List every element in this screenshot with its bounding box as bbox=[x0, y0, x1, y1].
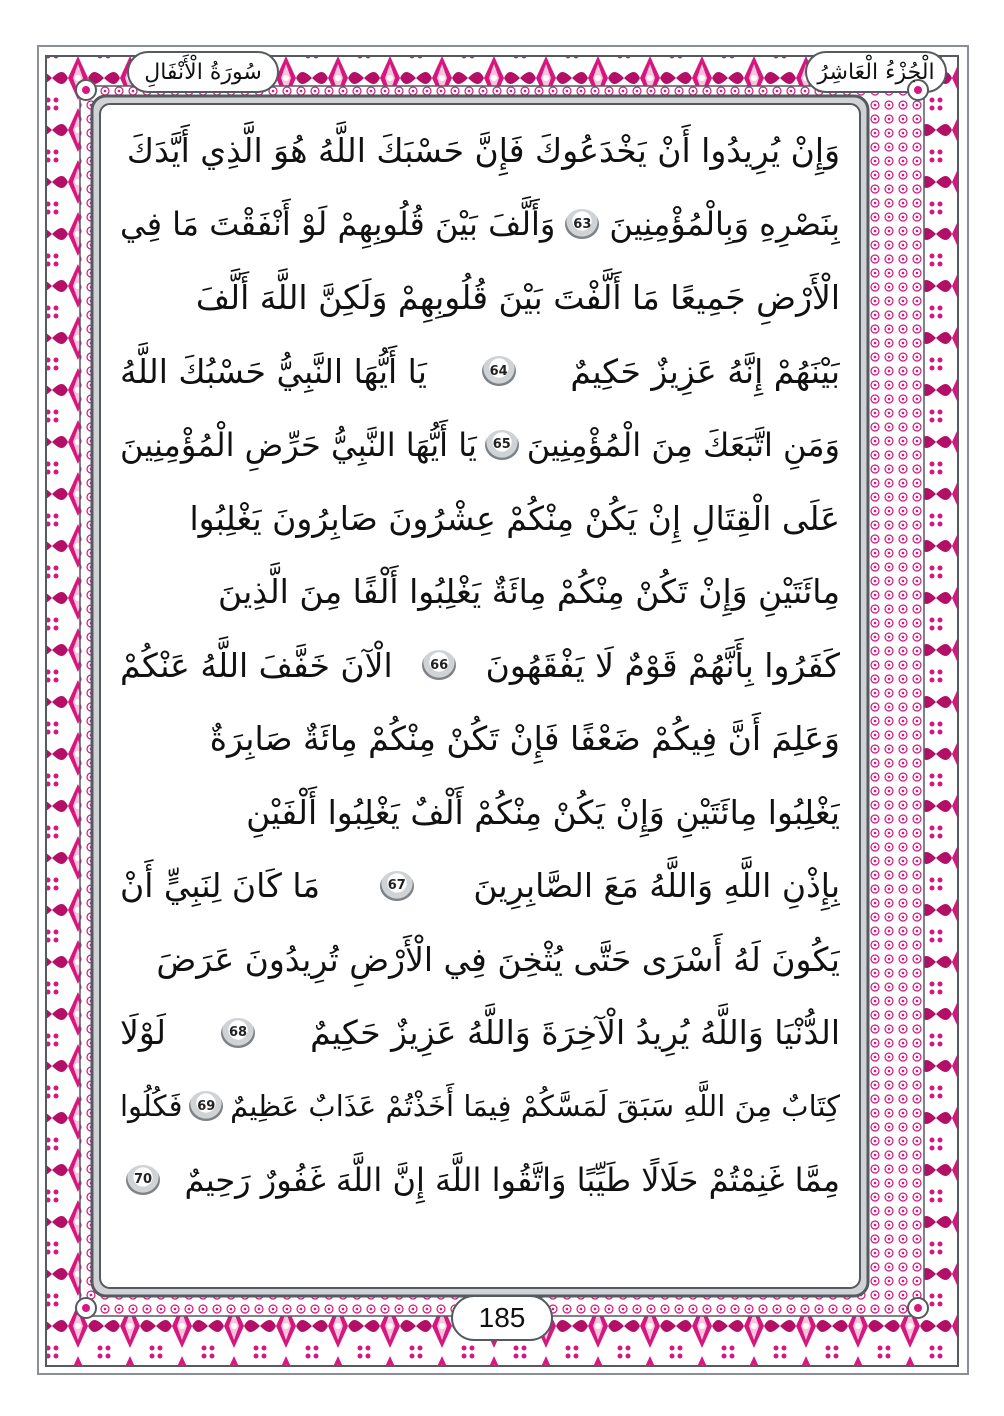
verse-line bbox=[120, 776, 840, 850]
verse-text: لَوْلَا bbox=[120, 1013, 166, 1053]
ayah-number: 65 bbox=[492, 437, 511, 453]
verse-text: وَإِنْ يُرِيدُوا أَنْ يَخْدَعُوكَ فَإِنَّ حَسْبَكَ اللَّهُ هُوَ الَّذِي أَيَّدَكَ bbox=[126, 131, 840, 171]
ayah-number-marker bbox=[422, 650, 456, 680]
verse-text: الْأَرْضِ جَمِيعًا مَا أَلَّفْتَ بَيْنَ قُلُوبِهِمْ وَلَكِنَّ اللَّهَ أَلَّفَ bbox=[195, 278, 840, 318]
ayah-number: 67 bbox=[387, 878, 406, 894]
verse-line bbox=[120, 114, 840, 188]
verse-text: الْآنَ خَفَّفَ اللَّهُ عَنْكُمْ bbox=[120, 645, 393, 685]
verse-text: مِائَتَيْنِ وَإِنْ تَكُنْ مِنْكُمْ مِائَةٌ يَغْلِبُوا أَلْفًا مِنَ الَّذِينَ bbox=[218, 572, 840, 612]
ayah-number-marker bbox=[221, 1018, 255, 1048]
ayah-number-marker bbox=[189, 1091, 223, 1121]
verse-line bbox=[120, 188, 840, 262]
verse-text: يَغْلِبُوا مِائَتَيْنِ وَإِنْ يَكُنْ مِنْكُمْ أَلْفٌ يَغْلِبُوا أَلْفَيْنِ bbox=[246, 792, 840, 832]
verse-text: بِإِذْنِ اللَّهِ وَاللَّهُ مَعَ الصَّابِرِينَ bbox=[473, 866, 840, 906]
ayah-number: 69 bbox=[197, 1098, 216, 1114]
verse-text: عَلَى الْقِتَالِ إِنْ يَكُنْ مِنْكُمْ عِشْرُونَ صَابِرُونَ يَغْلِبُوا bbox=[189, 498, 840, 538]
ayah-number-marker bbox=[482, 356, 516, 386]
ayah-number-marker bbox=[565, 209, 599, 239]
ayah-number: 66 bbox=[430, 657, 449, 673]
verse-text: بَيْنَهُمْ إِنَّهُ عَزِيزٌ حَكِيمٌ bbox=[570, 351, 840, 391]
juz-title: الْجُزْءُ الْعَاشِرُ bbox=[817, 59, 935, 85]
verse-line bbox=[120, 996, 840, 1070]
verse-line bbox=[120, 1070, 840, 1144]
ayah-number: 68 bbox=[229, 1025, 248, 1041]
verse-line bbox=[120, 555, 840, 629]
verse-line bbox=[120, 408, 840, 482]
verse-line bbox=[120, 629, 840, 703]
verse-line bbox=[120, 482, 840, 556]
ayah-number-marker bbox=[485, 430, 519, 460]
verse-text: يَكُونَ لَهُ أَسْرَى حَتَّى يُثْخِنَ فِي الْأَرْضِ تُرِيدُونَ عَرَضَ bbox=[156, 939, 840, 979]
ayah-number: 63 bbox=[573, 216, 592, 232]
quran-text-panel bbox=[100, 100, 860, 1288]
verse-text: فَكُلُوا bbox=[120, 1089, 183, 1124]
verse-text: وَعَلِمَ أَنَّ فِيكُمْ ضَعْفًا فَإِنْ تَكُنْ مِنْكُمْ مِائَةٌ صَابِرَةٌ bbox=[209, 719, 840, 759]
verse-text: مِمَّا غَنِمْتُمْ حَلَالًا طَيِّبًا وَاتَّقُوا اللَّهَ إِنَّ اللَّهَ غَفُورٌ رَحِيمٌ bbox=[184, 1160, 840, 1199]
verse-text: وَأَلَّفَ بَيْنَ قُلُوبِهِمْ لَوْ أَنْفَقْتَ مَا فِي bbox=[120, 205, 556, 244]
verse-text: كِتَابٌ مِنَ اللَّهِ سَبَقَ لَمَسَّكُمْ فِيمَا أَخَذْتُمْ عَذَابٌ عَظِيمٌ bbox=[230, 1089, 840, 1124]
page-number: 185 bbox=[478, 1302, 526, 1333]
surah-title: سُورَةُ الْأَنْفَالِ bbox=[144, 59, 262, 85]
verse-text: بِنَصْرِهِ وَبِالْمُؤْمِنِينَ bbox=[609, 205, 840, 244]
verse-line bbox=[120, 923, 840, 997]
verse-line bbox=[120, 849, 840, 923]
verse-line bbox=[120, 261, 840, 335]
ayah-number-marker bbox=[126, 1165, 160, 1195]
verse-text: كَفَرُوا بِأَنَّهُمْ قَوْمٌ لَا يَفْقَهُونَ bbox=[485, 645, 840, 685]
verse-text: يَا أَيُّهَا النَّبِيُّ حَسْبُكَ اللَّهُ bbox=[120, 351, 427, 391]
verse-line bbox=[120, 1143, 840, 1217]
ayah-number-marker bbox=[380, 871, 414, 901]
verse-text: مَا كَانَ لِنَبِيٍّ أَنْ bbox=[120, 866, 321, 906]
verse-line bbox=[120, 335, 840, 409]
verse-text: يَا أَيُّهَا النَّبِيُّ حَرِّضِ الْمُؤْمِنِينَ bbox=[120, 425, 477, 464]
verse-text: الدُّنْيَا وَاللَّهُ يُرِيدُ الْآخِرَةَ وَاللَّهُ عَزِيزٌ حَكِيمٌ bbox=[310, 1013, 840, 1053]
ayah-number: 70 bbox=[133, 1172, 153, 1188]
verse-text: وَمَنِ اتَّبَعَكَ مِنَ الْمُؤْمِنِينَ bbox=[526, 425, 840, 464]
ayah-number: 64 bbox=[489, 363, 508, 379]
verse-line bbox=[120, 702, 840, 776]
